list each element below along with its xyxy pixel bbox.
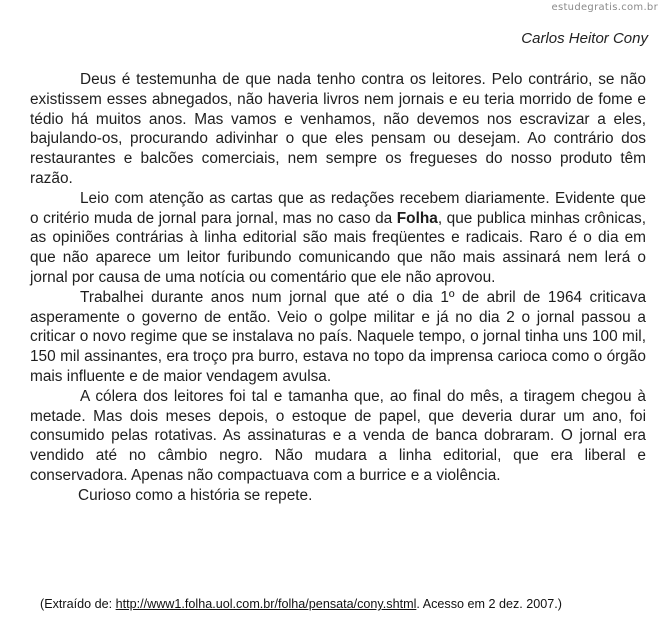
paragraph-2-part-1: Leio com atenção as cartas que as redações recebem diariamente. Evidente que o critério muda de jornal para jornal, mas no caso da — [30, 189, 646, 227]
author-name: Carlos Heitor Cony — [521, 30, 648, 47]
source-link[interactable]: http://www1.folha.uol.com.br/folha/pensata/cony.shtml — [115, 597, 417, 611]
paragraph-2 — [30, 189, 646, 288]
source-citation — [40, 597, 650, 611]
paragraph-5: Curioso como a história se repete. — [78, 486, 313, 504]
article-body — [30, 70, 646, 506]
watermark: estudegratis.com.br — [551, 2, 658, 13]
source-suffix: . Acesso em 2 dez. 2007.) — [416, 597, 562, 611]
paragraph-1: Deus é testemunha de que nada tenho contra os leitores. Pelo contrário, se não existissem esses abnegados, não haveria livros nem jornais e eu teria morrido de fome e tédio há muitos anos. Mas vamos e venhamos, não devemos nos escravizar a eles, bajulando-os, procurando adivinhar o que eles pensam ou desejam. Ao contrário dos restaurantes e balcões comerciais, nem sempre os fregueses do nosso produto têm razão. — [30, 71, 646, 187]
newspaper-name: Folha — [396, 209, 438, 227]
paragraph-3: Trabalhei durante anos num jornal que até o dia 1º de abril de 1964 criticava asperamente o governo de então. Veio o golpe militar e já no dia 2 o jornal passou a criticar o novo regime que se instalava no país. Naquele tempo, o jornal tinha uns 100 mil, 150 mil assinantes, era troço pra burro, estava no topo da imprensa carioca como o órgão mais influente e de maior vendagem avulsa. — [30, 288, 646, 385]
source-prefix: (Extraído de: — [40, 597, 116, 611]
paragraph-4: A cólera dos leitores foi tal e tamanha que, ao final do mês, a tiragem chegou à metade. Mas dois meses depois, o estoque de papel, que deveria durar um ano, foi consumido pelas rotativas. As assinaturas e a venda de banca dobraram. O jornal era vendido até no câmbio negro. Não mudara a linha editorial, que era liberal e conservadora. Apenas não compactuava com a burrice e a violência. — [30, 387, 646, 484]
paragraph-2-part-2: , que publica minhas crônicas, as opiniões contrárias à linha editorial são mais freqüentes e radicais. Raro é o dia em que não aparece um leitor furibundo comunicando que não mais assinará nem lerá o jornal por causa de uma notícia ou comentário que ele não aprovou. — [30, 209, 646, 286]
